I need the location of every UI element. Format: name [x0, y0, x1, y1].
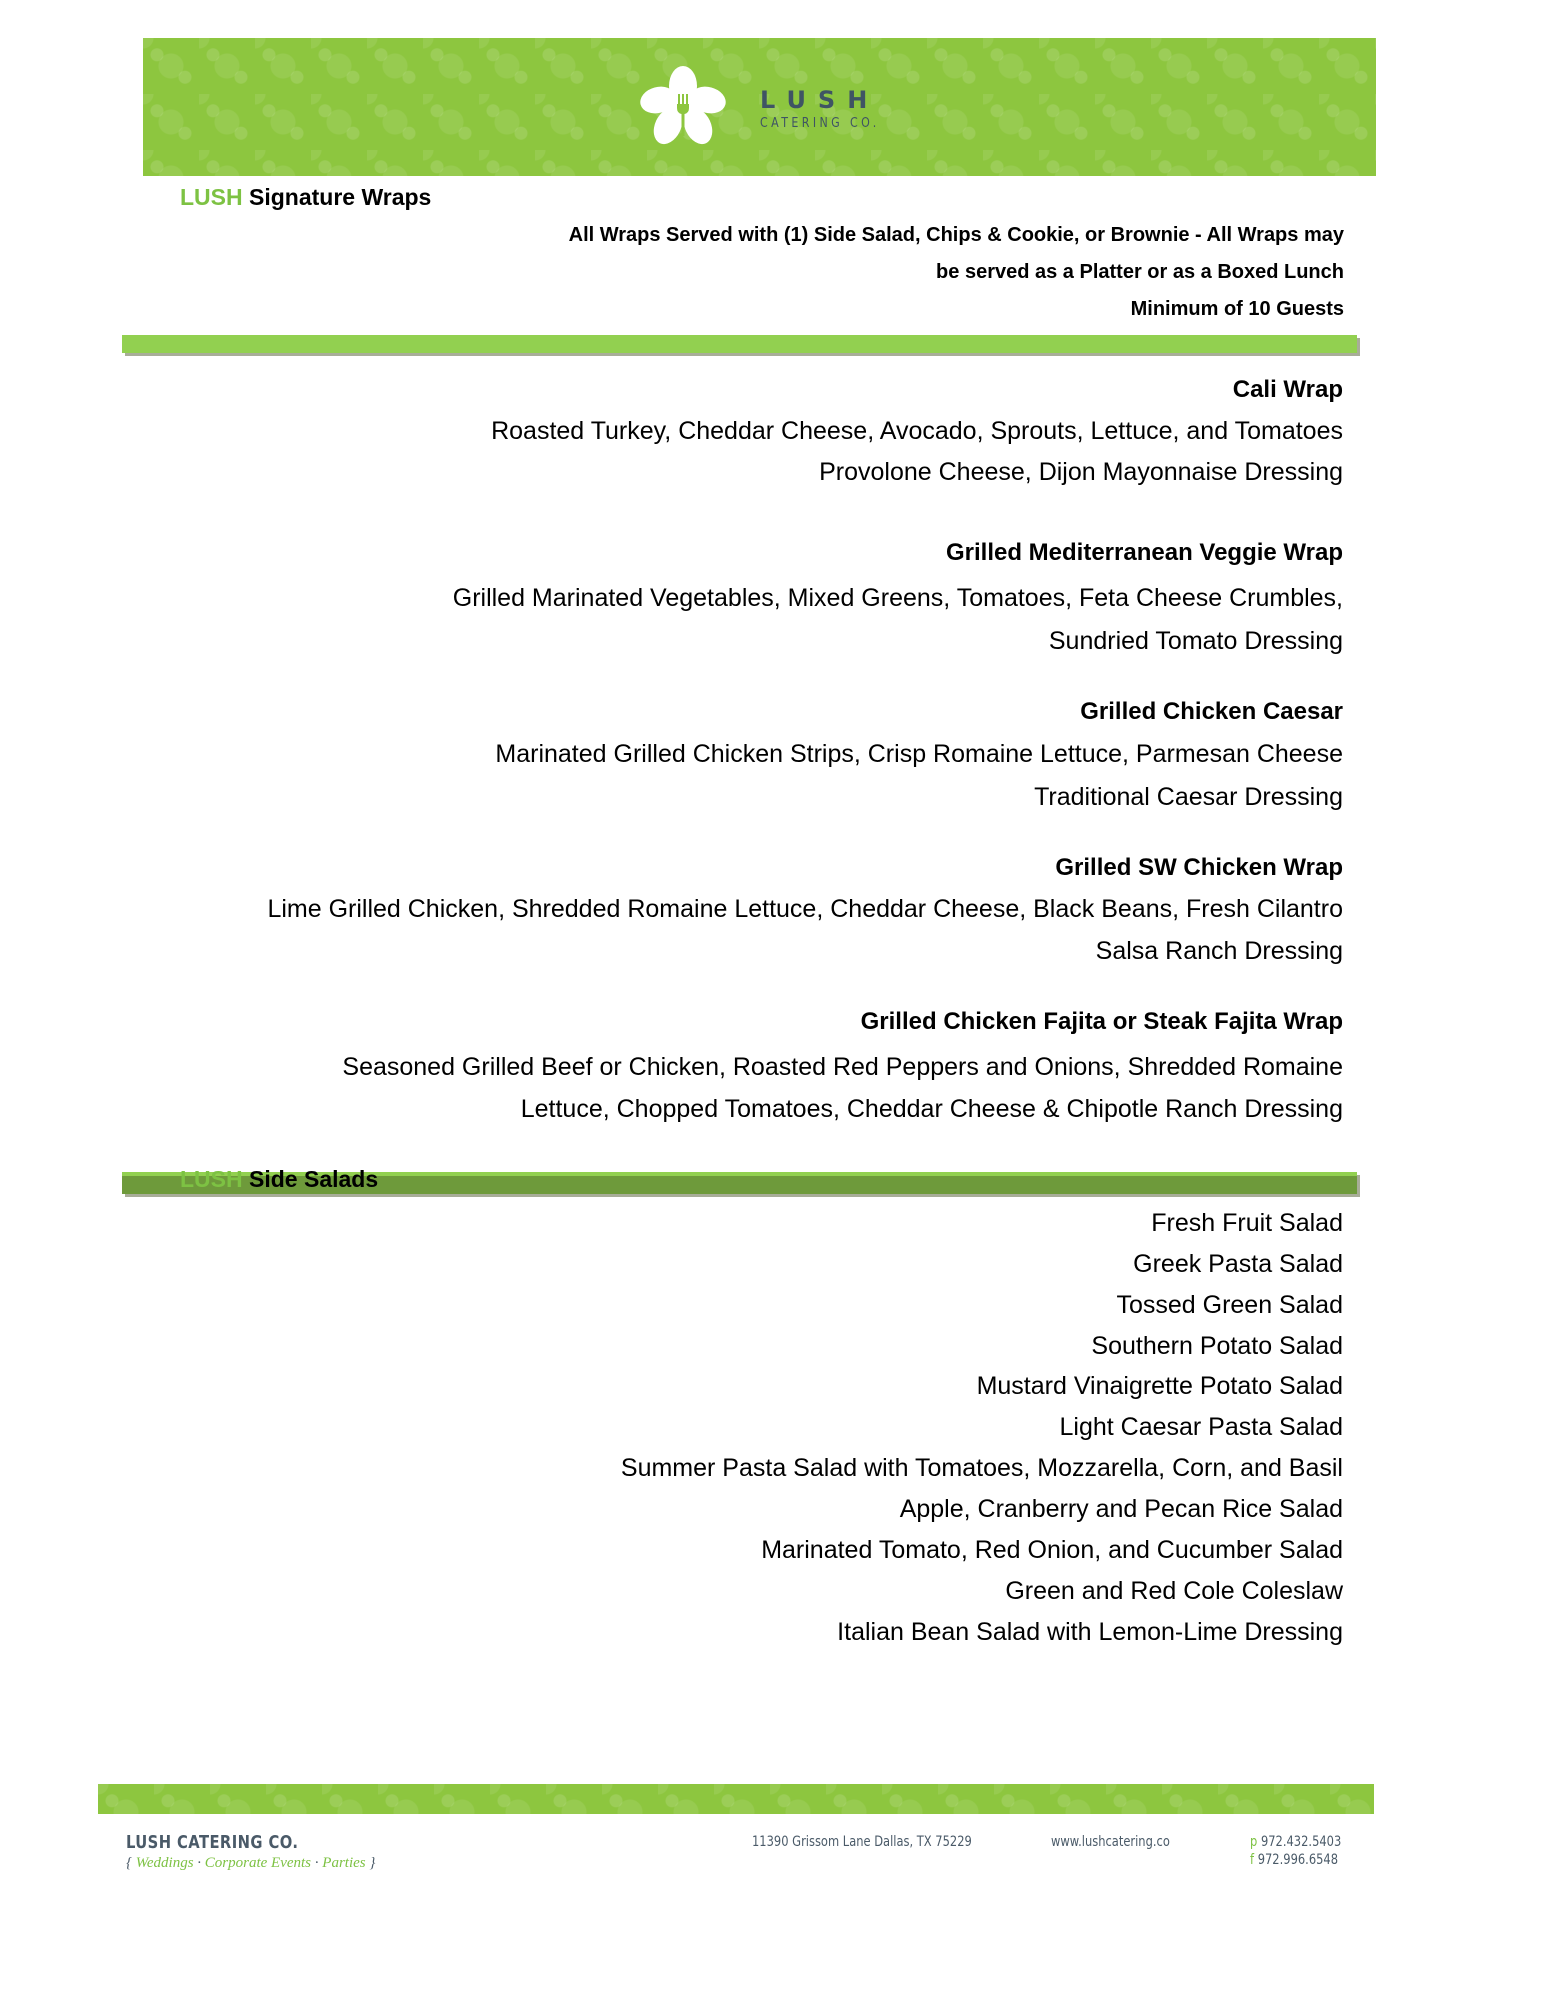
logo-wordmark: LUSH [760, 86, 880, 114]
section-title-wraps [180, 184, 431, 211]
tagline-parties: Parties [322, 1855, 366, 1871]
salad-item: Mustard Vinaigrette Potato Salad [976, 1372, 1343, 1400]
tagline-brace: { [126, 1855, 136, 1871]
wrap-description: Roasted Turkey, Cheddar Cheese, Avocado, Sprouts, Lettuce, and Tomatoes [491, 417, 1343, 445]
wrap-description: Seasoned Grilled Beef or Chicken, Roasted Red Peppers and Onions, Shredded Romaine [342, 1053, 1343, 1081]
salad-item: Marinated Tomato, Red Onion, and Cucumber Salad [761, 1536, 1343, 1564]
tagline-corporate-events: Corporate Events [204, 1855, 312, 1871]
logo [640, 66, 920, 146]
footer-tagline [126, 1855, 375, 1872]
salad-item: Green and Red Cole Coleslaw [1005, 1577, 1343, 1605]
footer-website[interactable]: www.lushcatering.co [1051, 1834, 1170, 1850]
section-divider [122, 335, 1357, 353]
salad-item: Greek Pasta Salad [1133, 1250, 1343, 1278]
wrap-name: Grilled Chicken Fajita or Steak Fajita Wrap [860, 1008, 1343, 1035]
wrap-description: Sundried Tomato Dressing [1048, 627, 1343, 655]
intro-line-2: be served as a Platter or as a Boxed Lunch [936, 261, 1344, 283]
salad-item: Italian Bean Salad with Lemon-Lime Dressing [837, 1618, 1343, 1646]
brand-label: LUSH [180, 1166, 243, 1192]
footer-fax [1250, 1852, 1338, 1868]
salad-item: Fresh Fruit Salad [1151, 1209, 1343, 1237]
intro-line-3: Minimum of 10 Guests [1130, 298, 1344, 320]
footer-company-name: LUSH CATERING CO. [126, 1832, 299, 1853]
footer-address: 11390 Grissom Lane Dallas, TX 75229 [752, 1834, 972, 1850]
section-title-text: Signature Wraps [242, 184, 432, 210]
wrap-name: Grilled Chicken Caesar [1080, 698, 1343, 725]
tagline-separator: · [311, 1855, 323, 1871]
wrap-description: Grilled Marinated Vegetables, Mixed Greens, Tomatoes, Feta Cheese Crumbles, [452, 584, 1343, 612]
wrap-description: Marinated Grilled Chicken Strips, Crisp Romaine Lettuce, Parmesan Cheese [495, 740, 1343, 768]
intro-line-1: All Wraps Served with (1) Side Salad, Chips & Cookie, or Brownie - All Wraps may [568, 224, 1344, 246]
footer-phone [1250, 1834, 1341, 1850]
phone-prefix: p [1250, 1834, 1258, 1850]
wrap-name: Grilled SW Chicken Wrap [1055, 854, 1343, 881]
tagline-separator: · [193, 1855, 205, 1871]
section-title-text: Side Salads [242, 1166, 379, 1192]
footer-banner [98, 1784, 1374, 1814]
wrap-description: Salsa Ranch Dressing [1095, 937, 1343, 965]
salad-item: Southern Potato Salad [1091, 1332, 1343, 1360]
brand-label: LUSH [180, 184, 243, 210]
wrap-description: Lettuce, Chopped Tomatoes, Cheddar Cheese & Chipotle Ranch Dressing [520, 1095, 1343, 1123]
tagline-brace: } [365, 1855, 376, 1871]
phone-number: 972.432.5403 [1260, 1834, 1342, 1850]
wrap-description: Traditional Caesar Dressing [1034, 783, 1343, 811]
fax-prefix: f [1250, 1852, 1255, 1868]
logo-subtitle: CATERING CO. [760, 116, 880, 131]
wrap-name: Grilled Mediterranean Veggie Wrap [945, 539, 1343, 566]
salad-item: Light Caesar Pasta Salad [1059, 1413, 1343, 1441]
section-title-salads [180, 1166, 378, 1193]
salad-item: Summer Pasta Salad with Tomatoes, Mozzarella, Corn, and Basil [620, 1454, 1343, 1482]
wrap-description: Provolone Cheese, Dijon Mayonnaise Dressing [819, 458, 1343, 486]
flower-fork-icon [640, 66, 726, 146]
fax-number: 972.996.6548 [1257, 1852, 1339, 1868]
wrap-name: Cali Wrap [1232, 376, 1343, 403]
wrap-description: Lime Grilled Chicken, Shredded Romaine Lettuce, Cheddar Cheese, Black Beans, Fresh Cilantro [267, 895, 1343, 923]
salad-item: Tossed Green Salad [1116, 1291, 1343, 1319]
salad-item: Apple, Cranberry and Pecan Rice Salad [899, 1495, 1343, 1523]
tagline-weddings: Weddings [135, 1855, 194, 1871]
